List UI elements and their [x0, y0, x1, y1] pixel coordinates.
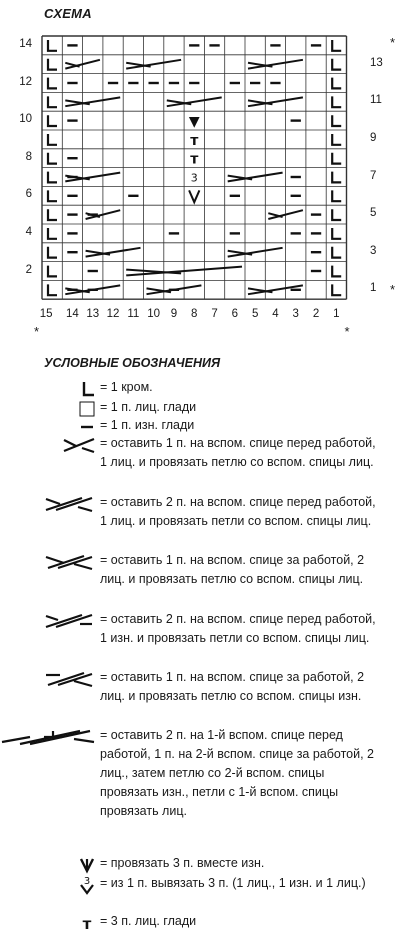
row-number: 12 [19, 75, 32, 88]
edge-stitch-mark [48, 228, 57, 239]
legend-item-text: = 1 п. лиц. глади [100, 400, 197, 414]
edge-stitch-mark [332, 284, 341, 295]
edge-stitch-mark [48, 40, 57, 51]
cable-2-1-purl-front-icon [0, 610, 98, 632]
cable-1-1-front-icon [0, 434, 98, 456]
edge-stitch-mark [48, 266, 57, 277]
three-knit-icon [0, 912, 98, 934]
column-number: 4 [272, 308, 279, 320]
column-number: 1 [333, 308, 340, 320]
cable-1-2-back-icon [0, 551, 98, 573]
row-number: 1 [370, 282, 377, 295]
legend-item-text: = 1 п. изн. глади [100, 418, 195, 432]
row-number: 3 [370, 244, 377, 257]
legend-item-text: = 3 п. лиц. глади [100, 914, 197, 928]
increase-mark [189, 190, 199, 202]
edge-stitch-mark [48, 153, 57, 164]
edge-stitch-mark [332, 59, 341, 70]
row-number: 6 [25, 188, 32, 201]
edge-stitch-mark [332, 266, 341, 277]
row-number: 8 [25, 150, 32, 163]
row-number: 13 [370, 56, 383, 69]
edge-stitch-mark [48, 59, 57, 70]
edge-stitch-mark [332, 190, 341, 201]
edge-stitch-mark [332, 96, 341, 107]
legend-item-text: = провязать 3 п. вместе изн. [100, 856, 265, 870]
edge-stitch-mark [332, 153, 341, 164]
svg-text:т: т [82, 915, 92, 932]
row-number: 9 [370, 132, 377, 144]
column-number: 5 [251, 308, 259, 320]
edge-stitch-mark [332, 78, 341, 89]
edge-stitch-mark [48, 284, 57, 295]
legend-item-text: = 1 кром. [100, 380, 153, 394]
legend-item-text: = оставить 1 п. на вспом. спице за работой, 2 лиц. и провязать петлю со вспом. спицы изн. [100, 670, 365, 703]
column-number: 8 [191, 308, 198, 320]
legend-item-text: = из 1 п. вывязать 3 п. (1 лиц., 1 изн. и 1 лиц.) [100, 876, 366, 890]
column-number: 10 [147, 308, 161, 320]
edge-stitch-mark [48, 134, 57, 145]
purl-3-together-mark: ▼ [188, 114, 200, 130]
column-number: 9 [170, 308, 178, 320]
edge-stitch-mark [332, 172, 341, 183]
three-knit-mark: т [190, 151, 199, 168]
edge-stitch-mark [48, 172, 57, 183]
edge-stitch-mark [332, 209, 341, 220]
row-number: 14 [19, 38, 32, 50]
column-number: 2 [312, 308, 320, 320]
edge-stitch-mark [332, 228, 341, 239]
edge-stitch-mark [332, 134, 341, 145]
row-number: 7 [370, 169, 377, 182]
purl-3-together-icon [0, 854, 98, 876]
edge-stitch-mark [332, 40, 341, 51]
edge-stitch-mark [332, 247, 341, 258]
column-number: 6 [231, 308, 239, 320]
column-number: 13 [86, 308, 100, 320]
column-number: 12 [106, 308, 120, 320]
edge-stitch-mark [48, 190, 57, 201]
edge-stitch-mark [48, 78, 57, 89]
row-number: 4 [25, 226, 32, 238]
repeat-star: * [390, 35, 396, 50]
edge-stitch-mark [48, 247, 57, 258]
edge-stitch-mark [332, 115, 341, 126]
increase-3-from-1-icon [0, 874, 98, 896]
legend-item-text: = оставить 2 п. на вспом. спице перед работой, 1 изн. и провязать петли со вспом. спицы лиц. [100, 612, 376, 645]
legend-item-text: = оставить 1 п. на вспом. спице перед работой, 1 лиц. и провязать петлю со вспом. спицы лиц. [100, 436, 376, 469]
row-number: 5 [370, 207, 377, 220]
column-number: 15 [39, 308, 53, 320]
legend-item-text: = оставить 2 п. на 1-й вспом. спице перед работой, 1 п. на 2-й вспом. спице за работой, 2 лиц., затем петлю со 2-й вспом. спицы провязать изн., петли с 1-й вспом. спицы провязать лиц. [100, 728, 375, 818]
legend-item-text: = оставить 1 п. на вспом. спице за работой, 2 лиц. и провязать петлю со вспом. спицы лиц. [100, 553, 365, 586]
cable-5-stitch-icon [0, 726, 98, 748]
row-number: 11 [370, 94, 382, 107]
edge-stitch-mark [48, 209, 57, 220]
edge-stitch-icon [0, 378, 98, 400]
edge-stitch-mark [48, 96, 57, 107]
cable-1-2-purl-back-icon [0, 668, 98, 690]
repeat-star: * [34, 324, 40, 339]
column-numbers [0, 308, 400, 342]
repeat-star: * [390, 282, 396, 298]
svg-text:3: 3 [83, 876, 91, 887]
chart-title: СХЕМА [44, 6, 92, 21]
increase-label: 3 [190, 171, 198, 185]
knitting-chart [0, 26, 400, 306]
three-knit-mark: т [190, 132, 199, 149]
column-number: 3 [292, 308, 299, 320]
legend-item-text: = оставить 2 п. на вспом. спице перед работой, 1 лиц. и провязать петли со вспом. спицы лиц. [100, 495, 376, 528]
row-number: 2 [25, 263, 32, 276]
column-number: 14 [66, 308, 79, 320]
edge-stitch-mark [48, 115, 57, 126]
legend-title: УСЛОВНЫЕ ОБОЗНАЧЕНИЯ [44, 356, 221, 370]
cable-2-1-front-icon [0, 493, 98, 515]
row-number: 10 [19, 113, 32, 126]
column-number: 7 [211, 308, 218, 320]
repeat-star: * [344, 324, 350, 339]
column-number: 11 [127, 308, 140, 320]
